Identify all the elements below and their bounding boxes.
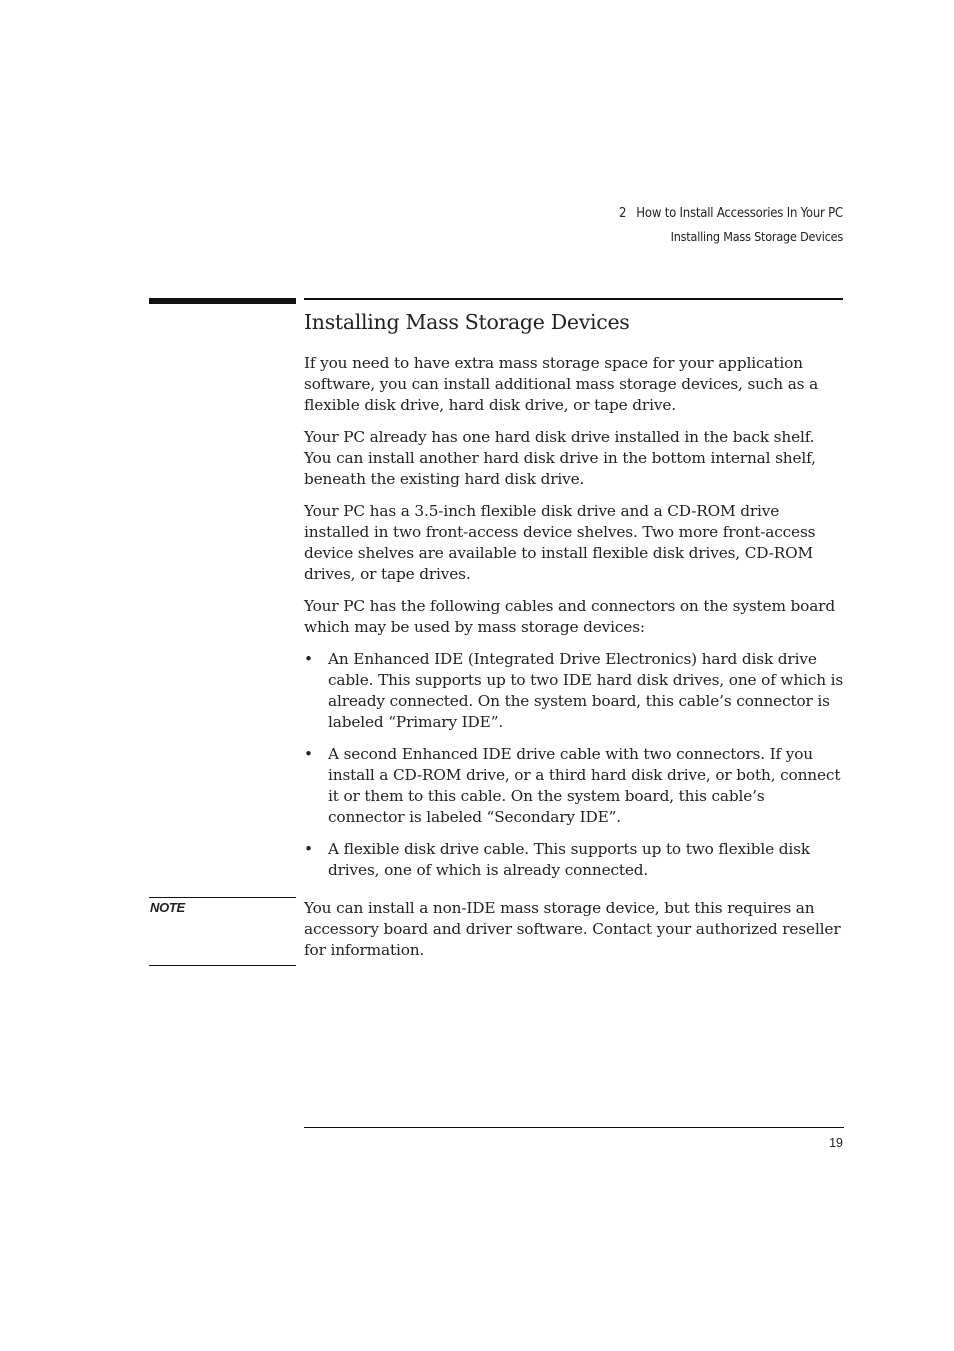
paragraph: Your PC has a 3.5-inch flexible disk drive and a CD-ROM drive installed in two front-access device shelves. Two more front-access device shelves are available to install flexible disk drives, CD-ROM drives, or tape drives. [304,502,816,583]
footer-rule [304,1127,844,1128]
bullet-icon: • [304,840,313,858]
running-header-chapter [619,206,843,221]
list-item [304,744,844,828]
list-item-text: A flexible disk drive cable. This supports up to two flexible disk drives, one of which is already connected. [328,840,810,879]
section-title: Installing Mass Storage Devices [304,310,630,334]
list-item-text: An Enhanced IDE (Integrated Drive Electronics) hard disk drive cable. This supports up to two IDE hard disk drives, one of which is already connected. On the system board, this cable’s connector is labeled “Primary IDE”. [328,650,844,731]
running-header-section: Installing Mass Storage Devices [670,229,843,244]
connector-list [304,649,844,881]
paragraph: Your PC already has one hard disk drive installed in the back shelf. You can install another hard disk drive in the bottom internal shelf, beneath the existing hard disk drive. [304,428,816,488]
list-item-text: A second Enhanced IDE drive cable with two connectors. If you install a CD-ROM drive, or a third hard disk drive, or both, connect it or them to this cable. On the system board, this cable’s connector is labeled “Secondary IDE”. [328,745,841,826]
bullet-icon: • [304,745,313,763]
list-item [304,649,844,733]
section-body [304,353,844,892]
page-number: 19 [829,1136,843,1150]
paragraph: If you need to have extra mass storage space for your application software, you can install additional mass storage devices, such as a flexible disk drive, hard disk drive, or tape drive. [304,354,819,414]
section-marker-bar [149,298,296,304]
list-item [304,839,844,881]
chapter-title: How to Install Accessories In Your PC [636,206,843,221]
chapter-number: 2 [619,206,627,221]
note-text: You can install a non-IDE mass storage device, but this requires an accessory board and driver software. Contact your authorized reseller for information. [304,899,841,959]
bullet-icon: • [304,650,313,668]
note-bottom-rule [149,965,296,966]
section-top-rule [304,298,843,300]
note-top-rule [149,897,296,898]
note-label: NOTE [150,900,185,915]
paragraph: Your PC has the following cables and connectors on the system board which may be used by mass storage devices: [304,597,835,636]
